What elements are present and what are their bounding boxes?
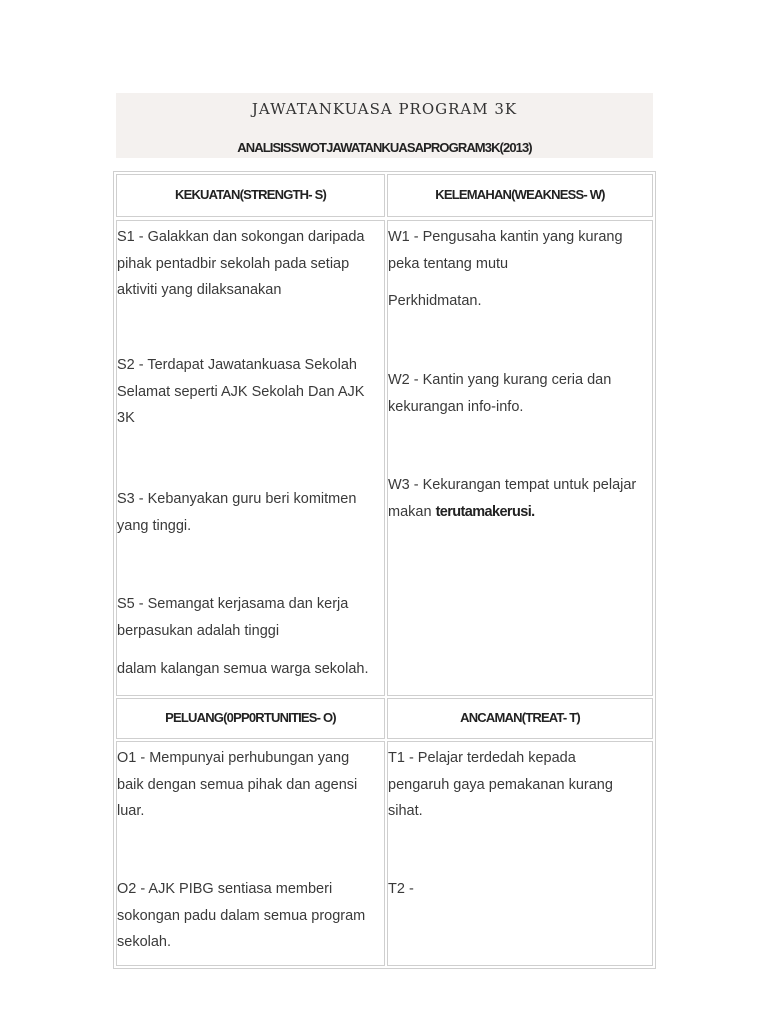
strength-heading-cell [116, 174, 385, 217]
document-subtitle: ANALISISSWOTJAWATANKUASAPROGRAM3K(2013) [237, 140, 532, 155]
strength-s5: S5 - Semangat kerjasama dan kerja berpasukan adalah tinggi [117, 596, 349, 639]
weakness-heading-cell [387, 174, 653, 217]
threat-heading-cell [387, 698, 653, 739]
strength-s2: S2 - Terdapat Jawatankuasa Sekolah Selamat seperti AJK Sekolah Dan AJK 3K [117, 357, 365, 426]
header-box [116, 93, 653, 158]
weakness-heading: KELEMAHAN(WEAKNESS- W) [435, 187, 605, 203]
threat-heading: ANCAMAN(TREAT- T) [460, 710, 580, 726]
threat-t2: T2 - [388, 881, 414, 897]
swot-table [113, 171, 656, 969]
opportunity-heading-cell [116, 698, 385, 739]
weakness-w3-bold: terutamakerusi. [435, 503, 535, 520]
weakness-w1-continued: Perkhidmatan. [388, 293, 482, 309]
weakness-w1: W1 - Pengusaha kantin yang kurang peka tentang mutu [388, 229, 623, 272]
threat-t1: T1 - Pelajar terdedah kepada pengaruh gaya pemakanan kurang sihat. [388, 750, 613, 819]
strength-heading: KEKUATAN(STRENGTH- S) [175, 187, 326, 203]
weakness-w3-text: W3 - Kekurangan tempat untuk pelajar makan [388, 477, 637, 520]
opportunity-cell [116, 741, 385, 966]
strength-s3: S3 - Kebanyakan guru beri komitmen yang tinggi. [117, 491, 357, 534]
threat-cell [387, 741, 653, 966]
document-title: JAWATANKUASA PROGRAM 3K [251, 100, 518, 118]
weakness-w3 [388, 472, 650, 525]
strength-cell [116, 220, 385, 696]
opportunity-o2: O2 - AJK PIBG sentiasa memberi sokongan padu dalam semua program sekolah. [117, 881, 366, 950]
weakness-cell [387, 220, 653, 696]
strength-s5-continued: dalam kalangan semua warga sekolah. [117, 661, 369, 677]
strength-s1: S1 - Galakkan dan sokongan daripada pihak pentadbir sekolah pada setiap aktiviti yang dilaksanakan [117, 229, 365, 298]
opportunity-o1: O1 - Mempunyai perhubungan yang baik dengan semua pihak dan agensi luar. [117, 750, 358, 819]
weakness-w2: W2 - Kantin yang kurang ceria dan kekurangan info-info. [388, 372, 612, 415]
opportunity-heading: PELUANG(0PP0RTUNITIES- O) [165, 710, 336, 726]
